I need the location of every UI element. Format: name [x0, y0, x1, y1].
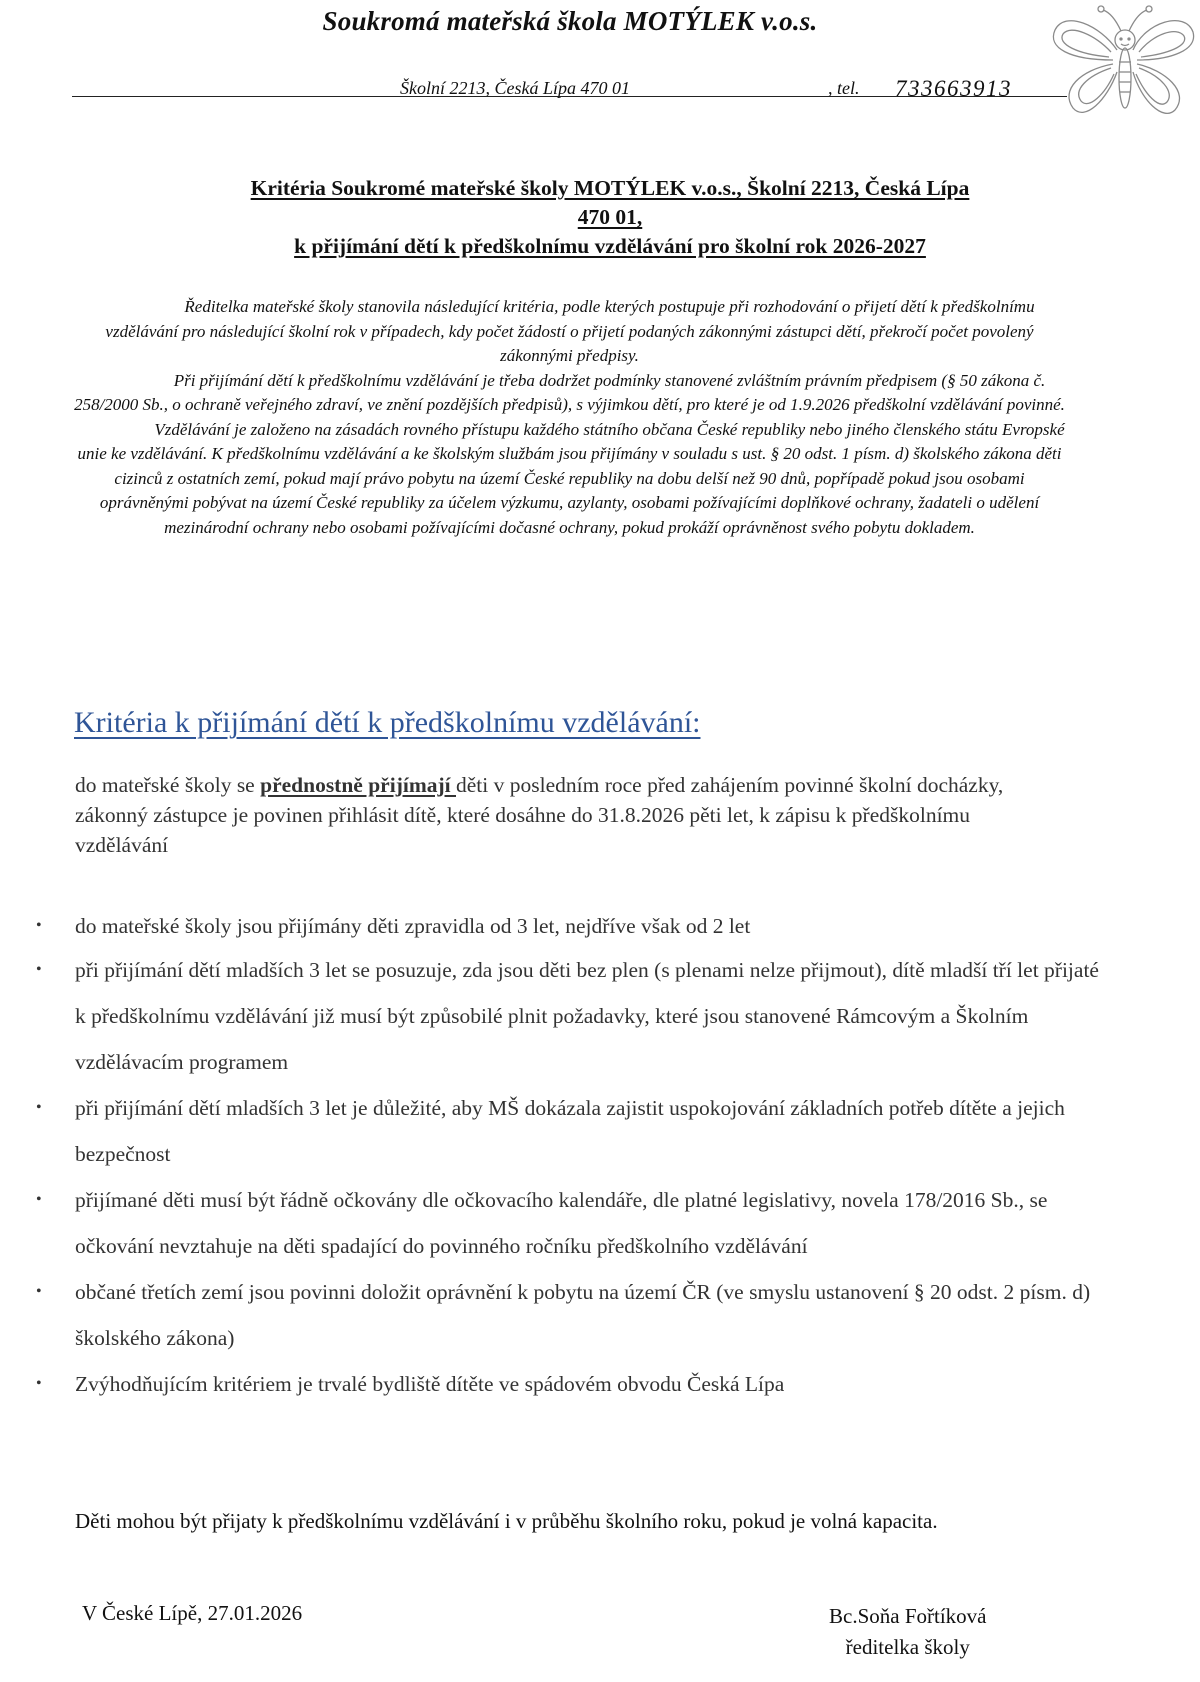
tel-number: 733663913 [895, 76, 1012, 101]
intro-paragraph-2: Při přijímání dětí k předškolnímu vzdělávání je třeba dodržet podmínky stanovené zvláštním právním předpisem (§ 50 zákona č. 258/2000 Sb., o ochraně veřejného zdraví, ve znění pozdějších předpisů), s výjimkou dětí, pro které je od 1.9.2026 předškolní vzdělávání povinné. [74, 370, 1065, 414]
list-item [0, 1269, 1100, 1361]
intro-paragraph-1: Ředitelka mateřské školy stanovila následující kritéria, podle kterých postupuje při rozhodování o přijetí dětí k předškolnímu vzdělávání pro následující školní rok v případech, kdy počet žádostí o přijetí podaných zákonnými zástupci dětí, překročí počet povolený zákonnými předpisy. [105, 297, 1035, 365]
butterfly-logo-icon [1045, 0, 1200, 135]
signature-block [829, 1601, 987, 1663]
lead-text-after: děti v posledním roce před zahájením povinné školní docházky, zákonný zástupce je povinen přihlásit dítě, které dosáhne do 31.8.2026 pěti let, k zápisu k předškolnímu vzdělávání [75, 773, 1004, 857]
school-address: Školní 2213, Česká Lípa 470 01 [400, 78, 630, 98]
bullet-icon: • [36, 1191, 42, 1208]
list-item-text: přijímané děti musí být řádně očkovány dle očkovacího kalendáře, dle platné legislativy, novela 178/2016 Sb., se očkování nevztahuje na děti spadající do povinného ročníku předškolního vzdělávání [75, 1188, 1048, 1258]
bullet-icon: • [36, 1099, 42, 1116]
list-item [0, 903, 1100, 949]
list-item-text: při přijímání dětí mladších 3 let je důležité, aby MŠ dokázala zajistit uspokojování základních potřeb dítěte a jejich bezpečnost [75, 1096, 1065, 1166]
list-item-text: do mateřské školy jsou přijímány děti zpravidla od 3 let, nejdříve však od 2 let [75, 914, 751, 938]
bullet-icon: • [36, 1283, 42, 1300]
bullet-icon: • [36, 961, 42, 978]
title-line-1: Kritéria Soukromé mateřské školy MOTÝLEK v.o.s., Školní 2213, Česká Lípa [250, 176, 970, 200]
criteria-lead-paragraph [75, 770, 1065, 860]
closing-paragraph: Děti mohou být přijaty k předškolnímu vzdělávání i v průběhu školního roku, pokud je volná kapacita. [75, 1509, 938, 1533]
list-item [0, 1177, 1100, 1269]
signatory-role: ředitelka školy [845, 1635, 970, 1659]
list-item-text: Zvýhodňujícím kritériem je trvalé bydliště dítěte ve spádovém obvodu Česká Lípa [75, 1372, 785, 1396]
signatory-name: Bc.Soňa Fořtíková [829, 1604, 987, 1628]
intro-section [72, 295, 1067, 540]
tel-label: , tel. [828, 78, 860, 98]
list-item-text: občané třetích zemí jsou povinni doložit oprávnění k pobytu na území ČR (ve smyslu ustanovení § 20 odst. 2 písm. d) školského zákona) [75, 1280, 1091, 1350]
place-date: V České Lípě, 27.01.2026 [82, 1601, 303, 1625]
bullet-icon: • [36, 917, 42, 934]
document-title [160, 174, 1060, 261]
title-line-3: k přijímání dětí k předškolnímu vzdělávání pro školní rok 2026-2027 [294, 234, 926, 258]
criteria-heading: Kritéria k přijímání dětí k předškolnímu vzdělávání: [74, 706, 701, 739]
criteria-list [0, 903, 1100, 1407]
school-name: Soukromá mateřská škola MOTÝLEK v.o.s. [322, 6, 818, 36]
lead-emphasis: přednostně přijímají [260, 773, 456, 797]
intro-paragraph-3: Vzdělávání je založeno na zásadách rovného přístupu každého státního občana České republiky nebo jiného členského státu Evropské unie ke vzdělávání. K předškolnímu vzdělávání a ke školským službám jsou přijímány v souladu s ust. § 20 odst. 1 písm. d) školského zákona děti cizinců z ostatních zemí, pokud mají právo pobytu na území České republiky na dobu delší než 90 dnů, popřípadě pokud jsou osobami oprávněnými pobývat na území České republiky za účelem výzkumu, azylanty, osobami požívajícími doplňkové ochrany, žadateli o udělení mezinárodní ochrany nebo osobami požívajícími dočasné ochrany, pokud prokáží oprávněnost svého pobytu dokladem. [77, 419, 1065, 537]
lead-text-before: do mateřské školy se [75, 773, 261, 797]
letterhead-rule [72, 96, 1067, 97]
list-item [0, 1361, 1100, 1407]
title-line-2: 470 01, [577, 205, 643, 229]
list-item [0, 1085, 1100, 1177]
bullet-icon: • [36, 1375, 42, 1392]
list-item-text: při přijímání dětí mladších 3 let se posuzuje, zda jsou děti bez plen (s plenami nelze přijmout), dítě mladší tří let přijaté k předškolnímu vzdělávání již musí být způsobilé plnit požadavky, které jsou stanovené Rámcovým a Školním vzdělávacím programem [75, 958, 1099, 1074]
list-item [0, 947, 1100, 1085]
